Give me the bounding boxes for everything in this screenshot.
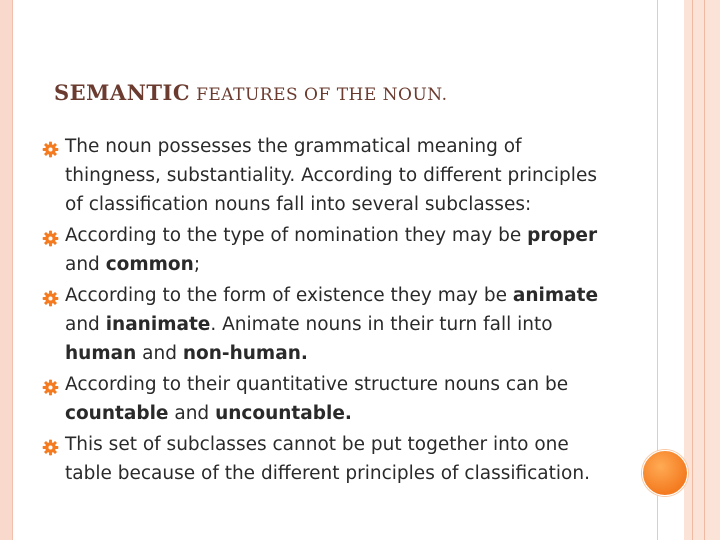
slide-title [54,80,448,105]
gear-flower-bullet-icon [42,227,59,244]
gear-flower-bullet-icon [42,287,59,304]
bullet-text-segment: and [65,254,106,275]
bullet-text [65,225,597,275]
slide-title-emphasis: SEMANTIC [54,80,191,105]
bullet-text [65,374,568,424]
bullet-text-segment: This set of subclasses cannot be put together into one table because of the different principles of classification. [65,434,590,484]
bullet-bold-term: countable [65,403,169,424]
bullet-text-segment: . Animate nouns in their turn fall into [210,314,553,335]
bullet-text [65,136,597,215]
bullet-bold-term: human [65,343,137,364]
bullet-bold-term: inanimate [105,314,211,335]
bullet-text-segment: ; [193,254,201,275]
right-border-decoration [684,0,720,540]
slide-title-rest: FEATURES OF THE NOUN. [196,85,448,105]
bullet-bold-term: non-human. [182,343,308,364]
bullet-text [65,434,590,484]
bullet-text-segment: and [168,403,216,424]
bullet-item [42,370,612,428]
bullet-bold-term: uncountable. [215,403,352,424]
bullet-item [42,132,612,219]
bullet-bold-term: animate [512,285,599,306]
bullet-text-segment: According to the form of existence they may be [65,285,513,306]
bullet-text-segment: According to their quantitative structure nouns can be [65,374,569,395]
bullet-text-segment: According to the type of nomination they may be [65,225,528,246]
bullet-item [42,281,612,368]
orange-circle-decoration [642,450,688,496]
left-border-decoration [0,0,13,540]
bullet-item [42,221,612,279]
bullet-item [42,430,612,488]
bullet-text [65,285,598,364]
bullet-text-segment: The noun possesses the grammatical meaning of thingness, substantiality. According to different principles of classification nouns fall into several subclasses: [65,136,597,215]
gear-flower-bullet-icon [42,436,59,453]
bullet-bold-term: common [105,254,194,275]
bullet-bold-term: proper [527,225,598,246]
gear-flower-bullet-icon [42,376,59,393]
bullet-text-segment: and [65,314,106,335]
gear-flower-bullet-icon [42,138,59,155]
bullet-list [42,132,612,490]
bullet-text-segment: and [136,343,183,364]
